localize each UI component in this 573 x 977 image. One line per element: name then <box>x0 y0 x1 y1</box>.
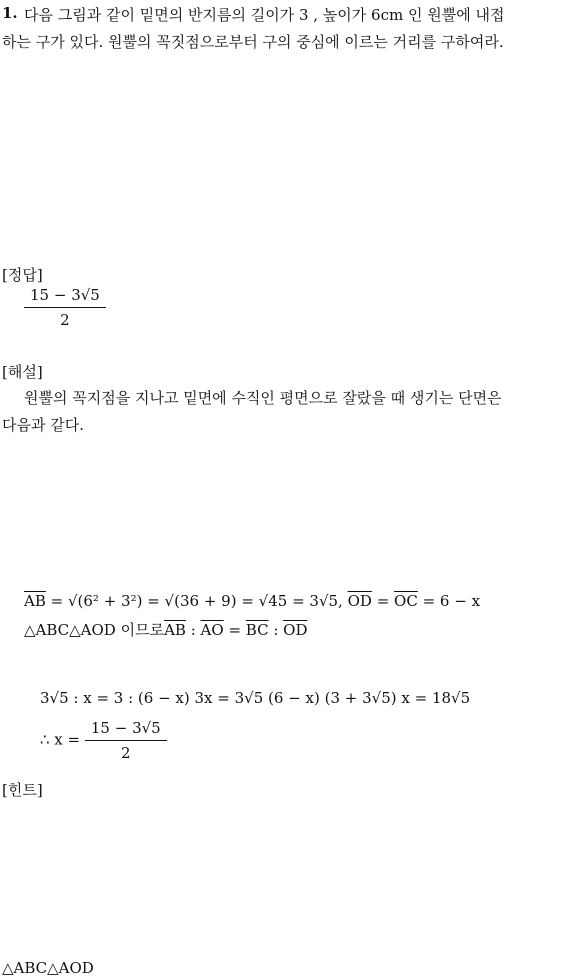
equation-4-numerator: 15 − 3√5 <box>85 719 167 741</box>
segment-ab-2: $\overline{AB}$ <box>164 621 186 639</box>
ratio-colon: : <box>185 621 201 639</box>
problem-line-1: 다음 그림과 같이 밑면의 반지름의 길이가 3 , 높이가 6cm 인 원뿔에 내접 <box>24 6 505 24</box>
explanation-line-1: 원뿔의 꼭지점을 지나고 밑면에 수직인 평면으로 잘랐을 때 생기는 단면은 <box>24 389 502 407</box>
answer-label: [정답] <box>2 266 43 284</box>
explanation-label: [해설] <box>2 363 43 381</box>
segment-od-2: $\overline{OD}$ <box>283 621 308 639</box>
equation-4-prefix: ∴ x = <box>40 730 85 749</box>
problem-number: 1. <box>2 4 18 22</box>
equation-4-denominator: 2 <box>121 744 131 762</box>
answer-denominator: 2 <box>60 311 70 329</box>
equation-1-middle: = √(6² + 3²) = √(36 + 9) = √45 = 3√5, <box>45 592 348 610</box>
equation-3: 3√5 : x = 3 : (6 − x) 3x = 3√5 (6 − x) (3 + 3√5) x = 18√5 <box>40 689 471 707</box>
equals-sign: = <box>371 592 395 610</box>
problem-line-2: 하는 구가 있다. 원뿔의 꼭짓점으로부터 구의 중심에 이르는 거리를 구하여라. <box>2 33 504 51</box>
segment-ao: $\overline{AO}$ <box>200 621 224 639</box>
equation-4 <box>40 719 167 762</box>
hint-label: [힌트] <box>2 781 43 799</box>
equals-sign-2: = <box>223 621 246 639</box>
equation-1-end: = 6 − x <box>417 592 481 610</box>
explanation-line-2: 다음과 같다. <box>2 416 84 434</box>
segment-oc: $\overline{OC}$ <box>394 592 418 610</box>
segment-od: $\overline{OD}$ <box>347 592 372 610</box>
equation-2 <box>24 619 307 640</box>
equation-1 <box>24 592 480 610</box>
answer-numerator: 15 − 3√5 <box>24 286 106 308</box>
equation-2-start: △ABC△AOD 이므로 <box>24 621 165 639</box>
hint-text: △ABC△AOD <box>2 959 94 977</box>
answer-fraction <box>24 286 106 329</box>
segment-ab: $\overline{AB}$ <box>24 592 46 610</box>
segment-bc: $\overline{BC}$ <box>245 621 269 639</box>
ratio-colon-2: : <box>268 621 284 639</box>
